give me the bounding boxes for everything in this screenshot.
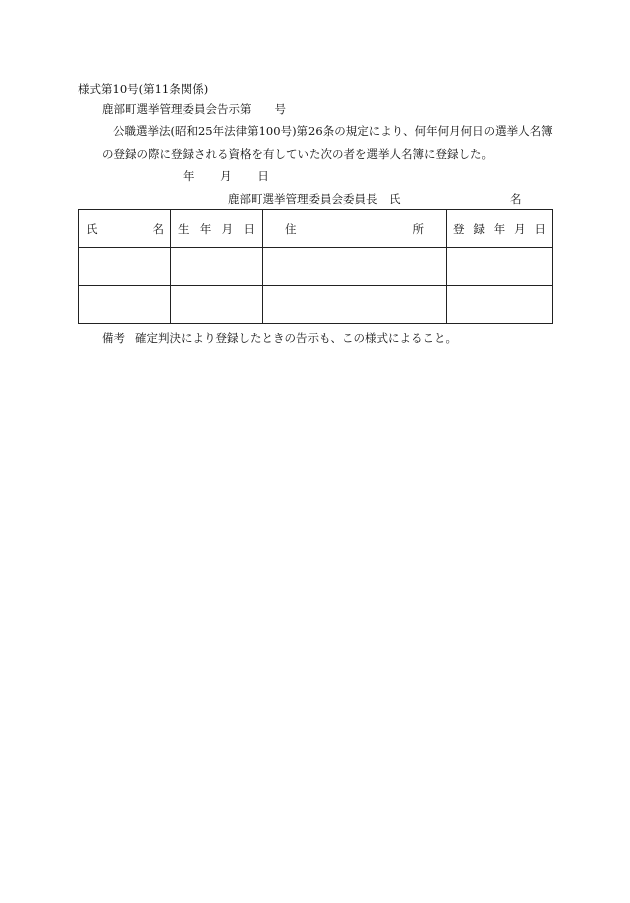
cell-address[interactable] (263, 286, 447, 324)
cell-registration-date[interactable] (447, 248, 553, 286)
header-registration-char: 登 (453, 221, 465, 236)
table-row (79, 248, 553, 286)
header-address-char: 所 (412, 221, 424, 236)
form-number: 様式第10号(第11条関係) (78, 82, 209, 96)
cell-address[interactable] (263, 248, 447, 286)
header-birthdate-char: 生 (178, 221, 190, 236)
table-row (79, 286, 553, 324)
cell-registration-date[interactable] (447, 286, 553, 324)
header-registration-char: 録 (473, 221, 485, 236)
notice-body-line-2: の登録の際に登録される資格を有していた次の者を選挙人名簿に登録した。 (102, 147, 493, 161)
cell-name[interactable] (79, 248, 171, 286)
cell-birthdate[interactable] (171, 286, 263, 324)
cell-name[interactable] (79, 286, 171, 324)
header-birthdate-char: 日 (243, 221, 255, 236)
header-address-char: 住 (285, 221, 297, 236)
notice-body-line-1: 公職選挙法(昭和25年法律第100号)第26条の規定により、何年何月何日の選挙人名簿 (113, 124, 553, 138)
header-name-char: 名 (152, 221, 164, 236)
header-birthdate (171, 210, 263, 248)
header-address (263, 210, 447, 248)
header-name (79, 210, 171, 248)
date-year-label: 年 (183, 169, 195, 183)
remark (102, 330, 457, 346)
header-registration-date (447, 210, 553, 248)
cell-birthdate[interactable] (171, 248, 263, 286)
header-registration-char: 年 (493, 221, 506, 236)
remark-label: 備考 (102, 331, 125, 345)
signature-name-label: 名 (510, 192, 522, 206)
remark-text: 確定判決により登録したときの告示も、この様式によること。 (135, 331, 457, 345)
table-header-row (79, 210, 553, 248)
header-name-char: 氏 (86, 221, 98, 236)
date-day-label: 日 (257, 169, 269, 183)
header-birthdate-char: 年 (199, 221, 212, 236)
notice-heading: 鹿部町選挙管理委員会告示第 号 (102, 102, 286, 116)
registration-table (78, 209, 553, 324)
signature-title: 鹿部町選挙管理委員会委員長 氏 (228, 192, 401, 206)
notice-date (183, 168, 269, 184)
date-month-label: 月 (220, 169, 232, 183)
header-registration-char: 月 (514, 221, 526, 236)
header-registration-char: 日 (534, 221, 546, 236)
header-birthdate-char: 月 (221, 221, 234, 236)
